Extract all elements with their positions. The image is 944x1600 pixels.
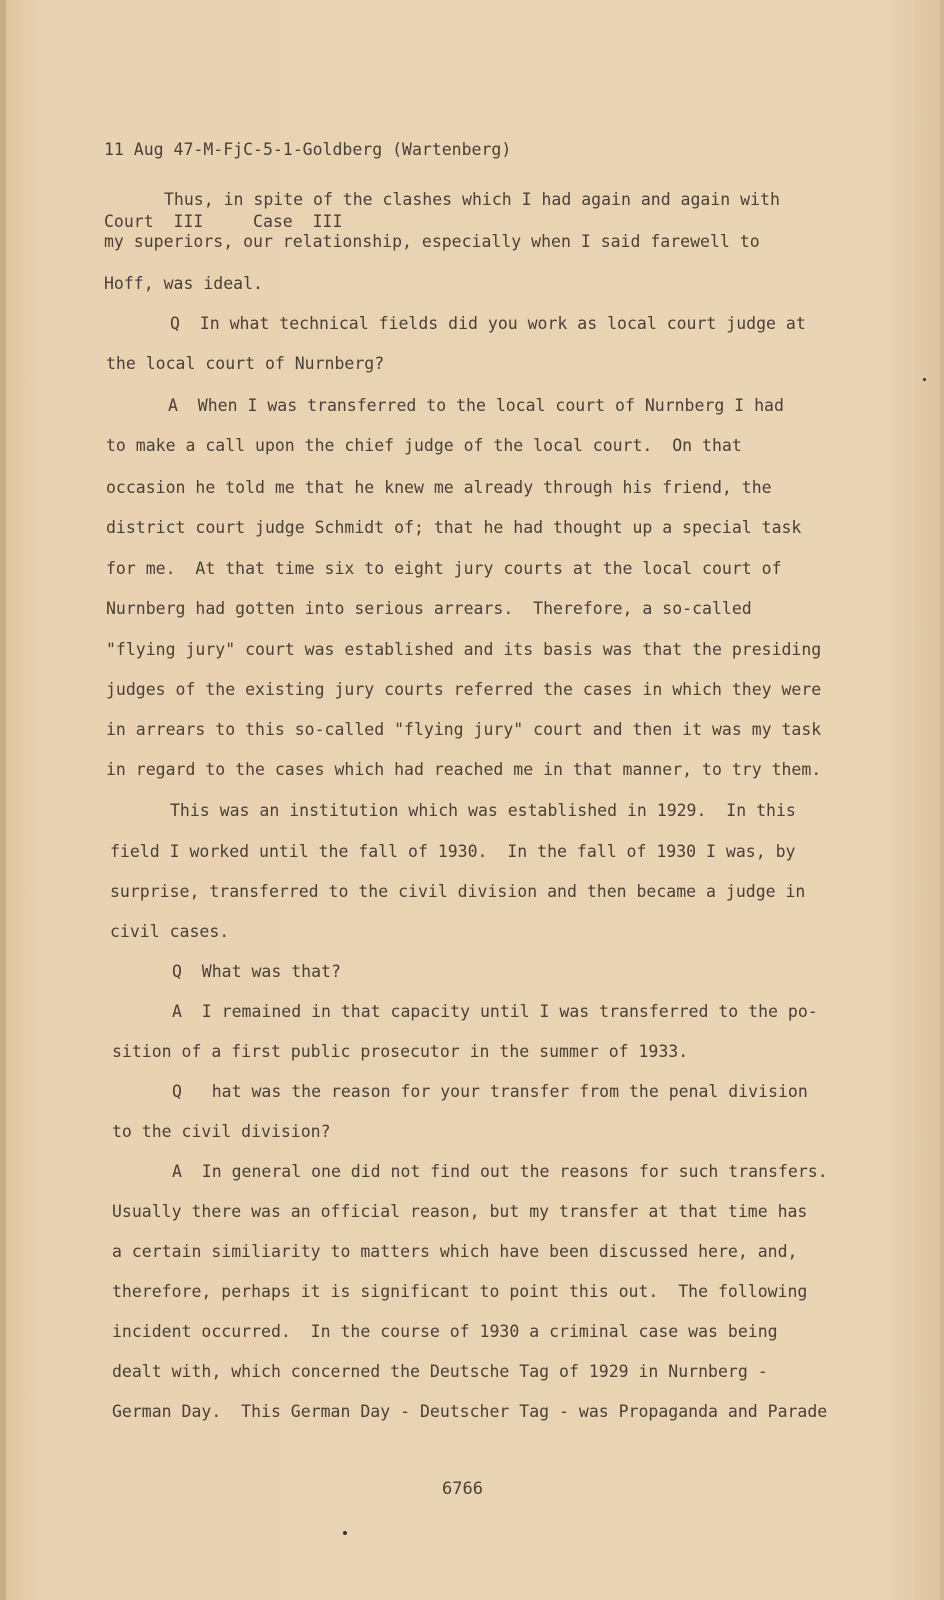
text-line: This was an institution which was established in 1929. In this [170, 801, 796, 820]
text-line: Usually there was an official reason, but my transfer at that time has [112, 1202, 808, 1221]
text-line: German Day. This German Day - Deutscher Tag - was Propaganda and Parade [112, 1402, 828, 1421]
text-line: Q What was that? [172, 962, 341, 981]
page-edge-left [0, 0, 6, 1600]
page-number: 6766 [442, 1479, 483, 1499]
page-edge-right [940, 0, 944, 1600]
text-line: in arrears to this so-called "flying jury" court and then it was my task [106, 720, 822, 739]
text-line: to make a call upon the chief judge of the local court. On that [106, 436, 742, 455]
text-line: to the civil division? [112, 1122, 331, 1141]
ink-speck [343, 1531, 347, 1535]
text-line: civil cases. [110, 922, 230, 941]
text-line: district court judge Schmidt of; that he had thought up a special task [106, 518, 802, 537]
text-line: the local court of Nurnberg? [106, 354, 385, 373]
text-line: incident occurred. In the course of 1930 a criminal case was being [112, 1322, 778, 1341]
header-court-case: Court III Case III [104, 212, 343, 231]
text-line: Nurnberg had gotten into serious arrears. Therefore, a so-called [106, 599, 752, 618]
text-line: judges of the existing jury courts referred the cases in which they were [106, 680, 822, 699]
text-line: dealt with, which concerned the Deutsche Tag of 1929 in Nurnberg - [112, 1362, 768, 1381]
header-case-reference: 11 Aug 47-M-FjC-5-1-Goldberg (Wartenberg) [104, 140, 512, 159]
text-line: therefore, perhaps it is significant to point this out. The following [112, 1282, 808, 1301]
text-line: for me. At that time six to eight jury courts at the local court of [106, 559, 782, 578]
text-line: A I remained in that capacity until I was transferred to the po- [172, 1002, 818, 1021]
text-line: surprise, transferred to the civil division and then became a judge in [110, 882, 806, 901]
text-line: A When I was transferred to the local court of Nurnberg I had [168, 396, 784, 415]
text-line: sition of a first public prosecutor in the summer of 1933. [112, 1042, 689, 1061]
text-line: Hoff, was ideal. [104, 274, 263, 293]
text-line: field I worked until the fall of 1930. In the fall of 1930 I was, by [110, 842, 796, 861]
text-line: Thus, in spite of the clashes which I had again and again with [164, 190, 780, 209]
text-line: occasion he told me that he knew me already through his friend, the [106, 478, 772, 497]
text-line: in regard to the cases which had reached me in that manner, to try them. [106, 760, 822, 779]
text-line: a certain similiarity to matters which have been discussed here, and, [112, 1242, 798, 1261]
text-line: Q In what technical fields did you work as local court judge at [170, 314, 806, 333]
text-line: Q hat was the reason for your transfer from the penal division [172, 1082, 808, 1101]
text-line: "flying jury" court was established and its basis was that the presiding [106, 640, 822, 659]
ink-speck [923, 378, 926, 381]
text-line: my superiors, our relationship, especially when I said farewell to [104, 232, 760, 251]
text-line: A In general one did not find out the reasons for such transfers. [172, 1162, 828, 1181]
